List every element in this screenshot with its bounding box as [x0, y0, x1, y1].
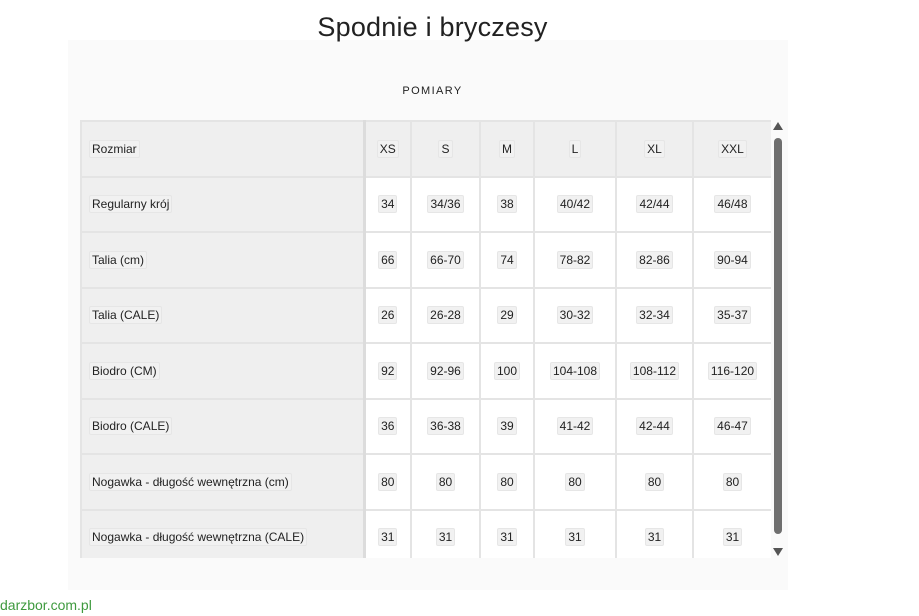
- size-value-cell: 26-28: [411, 288, 480, 344]
- size-value-cell: 31: [411, 510, 480, 559]
- row-label-cell: Biodro (CM): [81, 343, 364, 399]
- table-header-cell: XS: [364, 121, 411, 177]
- size-value-cell: 66-70: [411, 232, 480, 288]
- row-label-cell: Biodro (CALE): [81, 399, 364, 455]
- size-value-cell: 31: [693, 510, 771, 559]
- table-row: [81, 177, 771, 233]
- size-value-cell: 36-38: [411, 399, 480, 455]
- size-value-cell: 31: [534, 510, 616, 559]
- size-value-cell: 31: [480, 510, 534, 559]
- page-title: Spodnie i bryczesy: [317, 12, 548, 42]
- size-value-cell: 30-32: [534, 288, 616, 344]
- table-header-cell: S: [411, 121, 480, 177]
- size-value-cell: 26: [364, 288, 411, 344]
- size-value-cell: 31: [616, 510, 693, 559]
- table-row: [81, 399, 771, 455]
- triangle-up-icon[interactable]: [773, 122, 783, 130]
- row-label-cell: Nogawka - długość wewnętrzna (cm): [81, 454, 364, 510]
- size-value-cell: 35-37: [693, 288, 771, 344]
- table-row: [81, 454, 771, 510]
- size-value-cell: 90-94: [693, 232, 771, 288]
- size-value-cell: 42/44: [616, 177, 693, 233]
- table-header-cell: XL: [616, 121, 693, 177]
- size-value-cell: 80: [364, 454, 411, 510]
- row-label-cell: Nogawka - długość wewnętrzna (CALE): [81, 510, 364, 559]
- table-scrollbar[interactable]: [772, 122, 784, 556]
- table-row: [81, 232, 771, 288]
- size-value-cell: 32-34: [616, 288, 693, 344]
- watermark-text: darzbor.com.pl: [0, 597, 92, 613]
- table-row: [81, 343, 771, 399]
- row-label-cell: Regularny krój: [81, 177, 364, 233]
- size-value-cell: 116-120: [693, 343, 771, 399]
- size-value-cell: 80: [480, 454, 534, 510]
- size-value-cell: 46-47: [693, 399, 771, 455]
- size-table: [80, 120, 771, 558]
- table-header-cell: L: [534, 121, 616, 177]
- size-value-cell: 92: [364, 343, 411, 399]
- size-value-cell: 39: [480, 399, 534, 455]
- size-value-cell: 40/42: [534, 177, 616, 233]
- table-header-cell: Rozmiar: [81, 121, 364, 177]
- size-value-cell: 36: [364, 399, 411, 455]
- size-value-cell: 74: [480, 232, 534, 288]
- size-value-cell: 46/48: [693, 177, 771, 233]
- size-value-cell: 34/36: [411, 177, 480, 233]
- size-value-cell: 108-112: [616, 343, 693, 399]
- size-value-cell: 100: [480, 343, 534, 399]
- scrollbar-thumb[interactable]: [774, 138, 782, 534]
- section-subtitle: POMIARY: [402, 85, 463, 97]
- size-value-cell: 66: [364, 232, 411, 288]
- row-label-cell: Talia (CALE): [81, 288, 364, 344]
- size-value-cell: 29: [480, 288, 534, 344]
- size-value-cell: 78-82: [534, 232, 616, 288]
- table-header-cell: M: [480, 121, 534, 177]
- row-label-cell: Talia (cm): [81, 232, 364, 288]
- size-value-cell: 80: [616, 454, 693, 510]
- size-value-cell: 92-96: [411, 343, 480, 399]
- size-value-cell: 38: [480, 177, 534, 233]
- size-value-cell: 41-42: [534, 399, 616, 455]
- table-header-row: [81, 121, 771, 177]
- triangle-down-icon[interactable]: [773, 548, 783, 556]
- table-row: [81, 288, 771, 344]
- size-table-container[interactable]: [80, 120, 771, 558]
- size-value-cell: 31: [364, 510, 411, 559]
- size-value-cell: 104-108: [534, 343, 616, 399]
- size-value-cell: 80: [411, 454, 480, 510]
- size-value-cell: 82-86: [616, 232, 693, 288]
- size-value-cell: 80: [534, 454, 616, 510]
- size-value-cell: 42-44: [616, 399, 693, 455]
- table-row: [81, 510, 771, 559]
- table-header-cell: XXL: [693, 121, 771, 177]
- size-value-cell: 80: [693, 454, 771, 510]
- size-value-cell: 34: [364, 177, 411, 233]
